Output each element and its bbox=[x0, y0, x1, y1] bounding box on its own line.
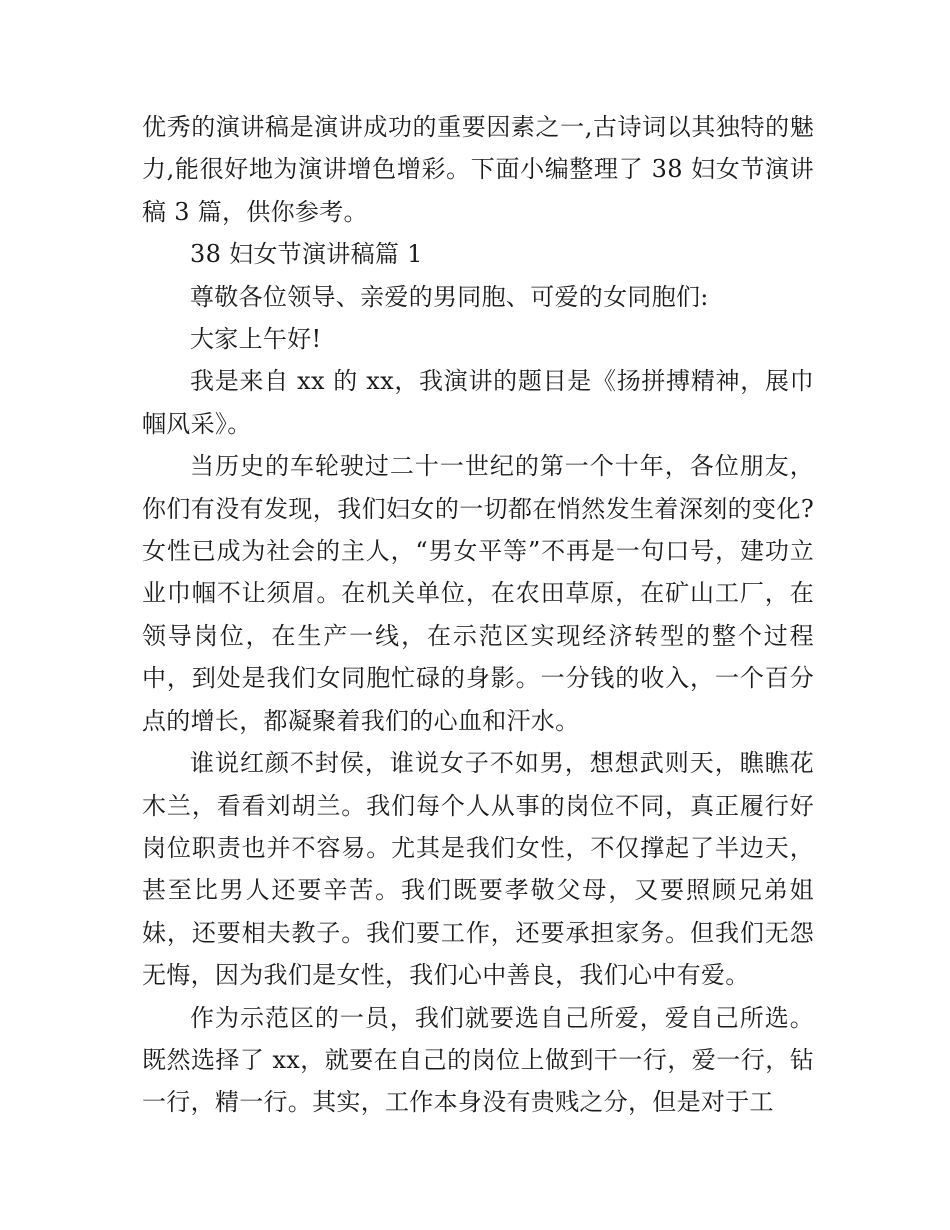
greeting: 大家上午好! bbox=[190, 325, 322, 354]
speech-paragraph: 谁说红颜不封侯，谁说女子不如男，想想武则天，瞧瞧花木兰，看看刘胡兰。我们每个人从事的岗位不同，真正履行好岗位职责也并不容易。尤其是我们女性，不仅撑起了半边天，甚至比男人还要辛苦。我们既要孝敬父母，又要照顾兄弟姐妹，还要相夫教子。我们要工作，还要承担家务。但我们无怨无悔，因为我们是女性，我们心中善良，我们心中有爱。 bbox=[142, 749, 814, 990]
speech-paragraph: 当历史的车轮驶过二十一世纪的第一个十年，各位朋友，你们有没有发现，我们妇女的一切都在悄然发生着深刻的变化?女性已成为社会的主人，“男女平等”不再是一句口号，建功立业巾帼不让须眉。在机关单位，在农田草原，在矿山工厂，在领导岗位，在生产一线，在示范区实现经济转型的整个过程中，到处是我们女同胞忙碌的身影。一分钱的收入，一个百分点的增长，都凝聚着我们的心血和汗水。 bbox=[142, 452, 814, 735]
speech-paragraph: 作为示范区的一员，我们就要选自己所爱，爱自己所选。既然选择了 xx，就要在自己的岗位上做到干一行，爱一行，钻一行，精一行。其实，工作本身没有贵贱之分，但是对于工 bbox=[142, 1003, 814, 1117]
document-body bbox=[142, 106, 814, 1124]
intro-paragraph: 优秀的演讲稿是演讲成功的重要因素之一,古诗词以其独特的魅力,能很好地为演讲增色增彩。下面小编整理了 38 妇女节演讲稿 3 篇，供你参考。 bbox=[142, 113, 814, 226]
speech-paragraph: 我是来自 xx 的 xx，我演讲的题目是《扬拼搏精神，展巾帼风采》。 bbox=[142, 367, 814, 438]
section-heading: 38 妇女节演讲稿篇 1 bbox=[190, 240, 423, 269]
salutation: 尊敬各位领导、亲爱的男同胞、可爱的女同胞们: bbox=[190, 282, 709, 311]
